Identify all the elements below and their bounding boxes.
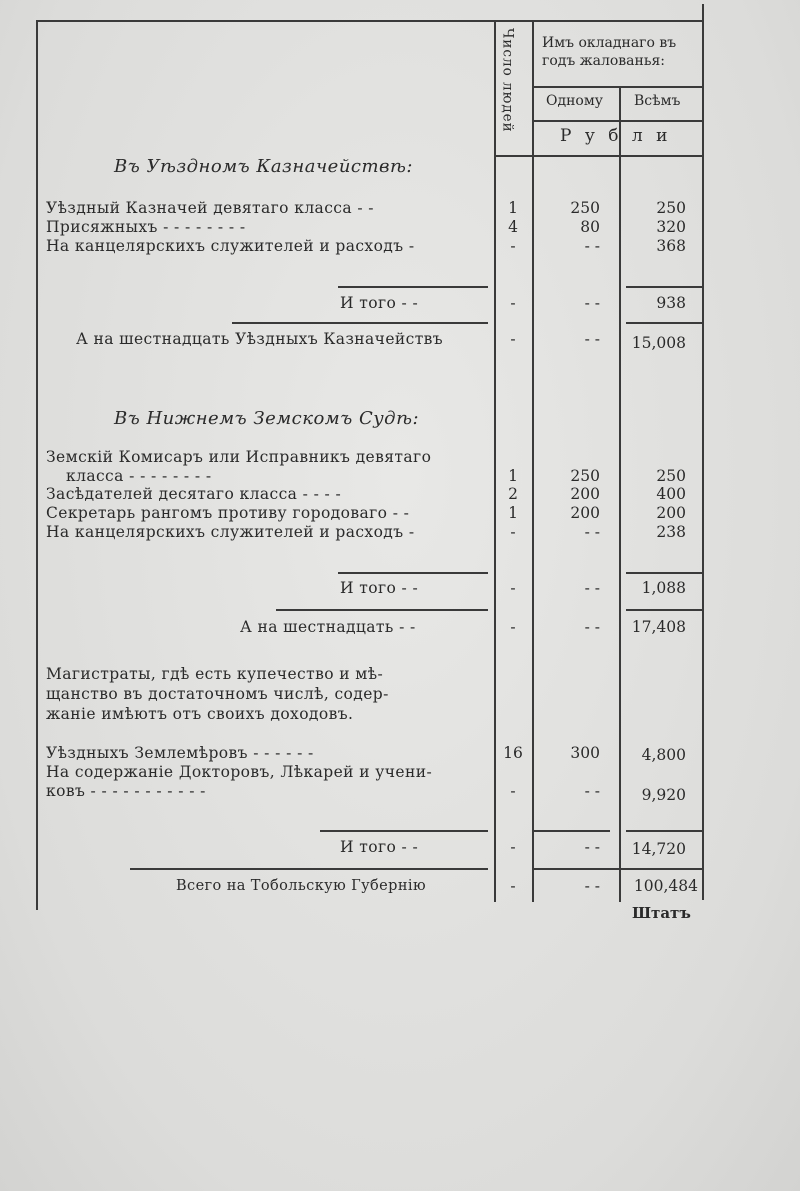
s2-row2-label: Засѣдателей десятаго класса - - - -: [46, 485, 342, 503]
s2-sixteen-all: 17,408: [631, 618, 686, 636]
s2-total-label: И того - -: [340, 579, 419, 597]
s1-row2-people: 4: [508, 218, 518, 236]
catchword: Штатъ: [632, 904, 691, 922]
s1-row1-label: Уѣздный Казначей девятаго класса - -: [46, 199, 374, 217]
s2-total-one: - -: [584, 579, 600, 597]
s2-row3-all: 200: [656, 504, 686, 522]
header-rule-3: [494, 155, 703, 157]
s2-row3-one: 200: [570, 504, 600, 522]
right-border: [702, 4, 704, 900]
s3-row2-label2: ковъ - - - - - - - - - - -: [46, 782, 206, 800]
s3-row2-all: 9,920: [641, 786, 686, 804]
s2-row4-one: - -: [584, 523, 600, 541]
s3-total-label: И того - -: [340, 838, 419, 856]
left-border: [36, 20, 38, 910]
s3-row1-all: 4,800: [641, 746, 686, 764]
s2-sixteen-rule-r: [626, 609, 702, 611]
s2-total-rule: [338, 572, 488, 574]
note-line-1: Магистраты, гдѣ есть купечество и мѣ-: [46, 665, 384, 683]
header-rubles: Р у б л и: [560, 126, 672, 146]
s3-row2-people: -: [510, 782, 516, 800]
s2-row3-label: Секретарь рангомъ противу городоваго - -: [46, 504, 410, 522]
s1-row3-one: - -: [584, 237, 600, 255]
s2-row1-people: 1: [508, 467, 518, 485]
col-divider-people: [494, 22, 496, 902]
s1-row3-label: На канцелярскихъ служителей и расходъ -: [46, 237, 415, 255]
s1-row1-one: 250: [570, 199, 600, 217]
grand-rule-r: [534, 868, 702, 870]
s3-total-rule-r: [626, 830, 702, 832]
s2-row4-all: 238: [656, 523, 686, 541]
col-divider-salary: [532, 22, 534, 902]
col-divider-one-all: [619, 88, 621, 902]
s1-sixteen-all: 15,008: [631, 334, 686, 352]
s1-row1-all: 250: [656, 199, 686, 217]
s1-sixteen-rule-r: [626, 322, 702, 324]
s3-total-rule-m: [534, 830, 610, 832]
s1-row3-people: -: [510, 237, 516, 255]
s3-total-rule: [320, 830, 488, 832]
header-rule-2: [533, 120, 703, 122]
header-rule-1: [533, 86, 703, 88]
s2-row3-people: 1: [508, 504, 518, 522]
s1-row2-label: Присяжныхъ - - - - - - - -: [46, 218, 246, 236]
grand-rule: [130, 868, 488, 870]
header-salary: Имъ окладнаго въ годъ жалованья:: [542, 35, 677, 70]
s2-row2-one: 200: [570, 485, 600, 503]
grand-all: 100,484: [633, 877, 698, 895]
s1-sixteen-rule: [232, 322, 488, 324]
grand-people: -: [510, 877, 516, 895]
grand-one: - -: [584, 877, 600, 895]
s2-row4-people: -: [510, 523, 516, 541]
s2-total-rule-r: [626, 572, 702, 574]
grand-label: Всего на Тобольскую Губернію: [176, 878, 426, 894]
s2-sixteen-people: -: [510, 618, 516, 636]
s3-row2-one: - -: [584, 782, 600, 800]
s1-total-label: И того - -: [340, 294, 419, 312]
header-one: Одному: [546, 93, 603, 109]
s2-row1-label: Земскій Комисаръ или Исправникъ девятаго: [46, 448, 432, 466]
s1-total-one: - -: [584, 294, 600, 312]
s1-sixteen-one: - -: [584, 330, 600, 348]
s1-total-all: 938: [656, 294, 686, 312]
s3-row1-label: Уѣздныхъ Землемѣровъ - - - - - -: [46, 744, 314, 762]
s1-total-people: -: [510, 294, 516, 312]
section2-title: Въ Нижнемъ Земскомъ Судѣ:: [114, 408, 420, 429]
s2-total-people: -: [510, 579, 516, 597]
note-line-3: жаніе имѣютъ отъ своихъ доходовъ.: [46, 705, 354, 723]
s1-sixteen-people: -: [510, 330, 516, 348]
s2-row2-all: 400: [656, 485, 686, 503]
s2-total-all: 1,088: [641, 579, 686, 597]
s1-total-rule: [338, 286, 488, 288]
header-people: Число людей: [499, 28, 516, 133]
s2-sixteen-one: - -: [584, 618, 600, 636]
section1-title: Въ Уѣздномъ Казначействѣ:: [114, 156, 413, 177]
s2-sixteen-label: А на шестнадцать - -: [240, 618, 416, 636]
s1-row1-people: 1: [508, 199, 518, 217]
s2-sixteen-rule: [276, 609, 488, 611]
top-rule: [38, 20, 702, 22]
s1-row2-all: 320: [656, 218, 686, 236]
s3-total-all: 14,720: [631, 840, 686, 858]
s2-row1-one: 250: [570, 467, 600, 485]
s3-row2-label: На содержаніе Докторовъ, Лѣкарей и учени-: [46, 763, 433, 781]
s2-row2-people: 2: [508, 485, 518, 503]
s2-row4-label: На канцелярскихъ служителей и расходъ -: [46, 523, 415, 541]
s1-sixteen-label: А на шестнадцать Уѣздныхъ Казначействъ: [76, 330, 444, 348]
s1-row2-one: 80: [580, 218, 600, 236]
s1-total-rule-r: [626, 286, 702, 288]
header-all: Всѣмъ: [634, 93, 681, 109]
s1-row3-all: 368: [656, 237, 686, 255]
s2-row1-label2: класса - - - - - - - -: [66, 467, 212, 485]
s3-row1-people: 16: [503, 744, 523, 762]
s2-row1-all: 250: [656, 467, 686, 485]
s3-row1-one: 300: [570, 744, 600, 762]
s3-total-people: -: [510, 838, 516, 856]
s3-total-one: - -: [584, 838, 600, 856]
note-line-2: щанство въ достаточномъ числѣ, содер-: [46, 685, 389, 703]
